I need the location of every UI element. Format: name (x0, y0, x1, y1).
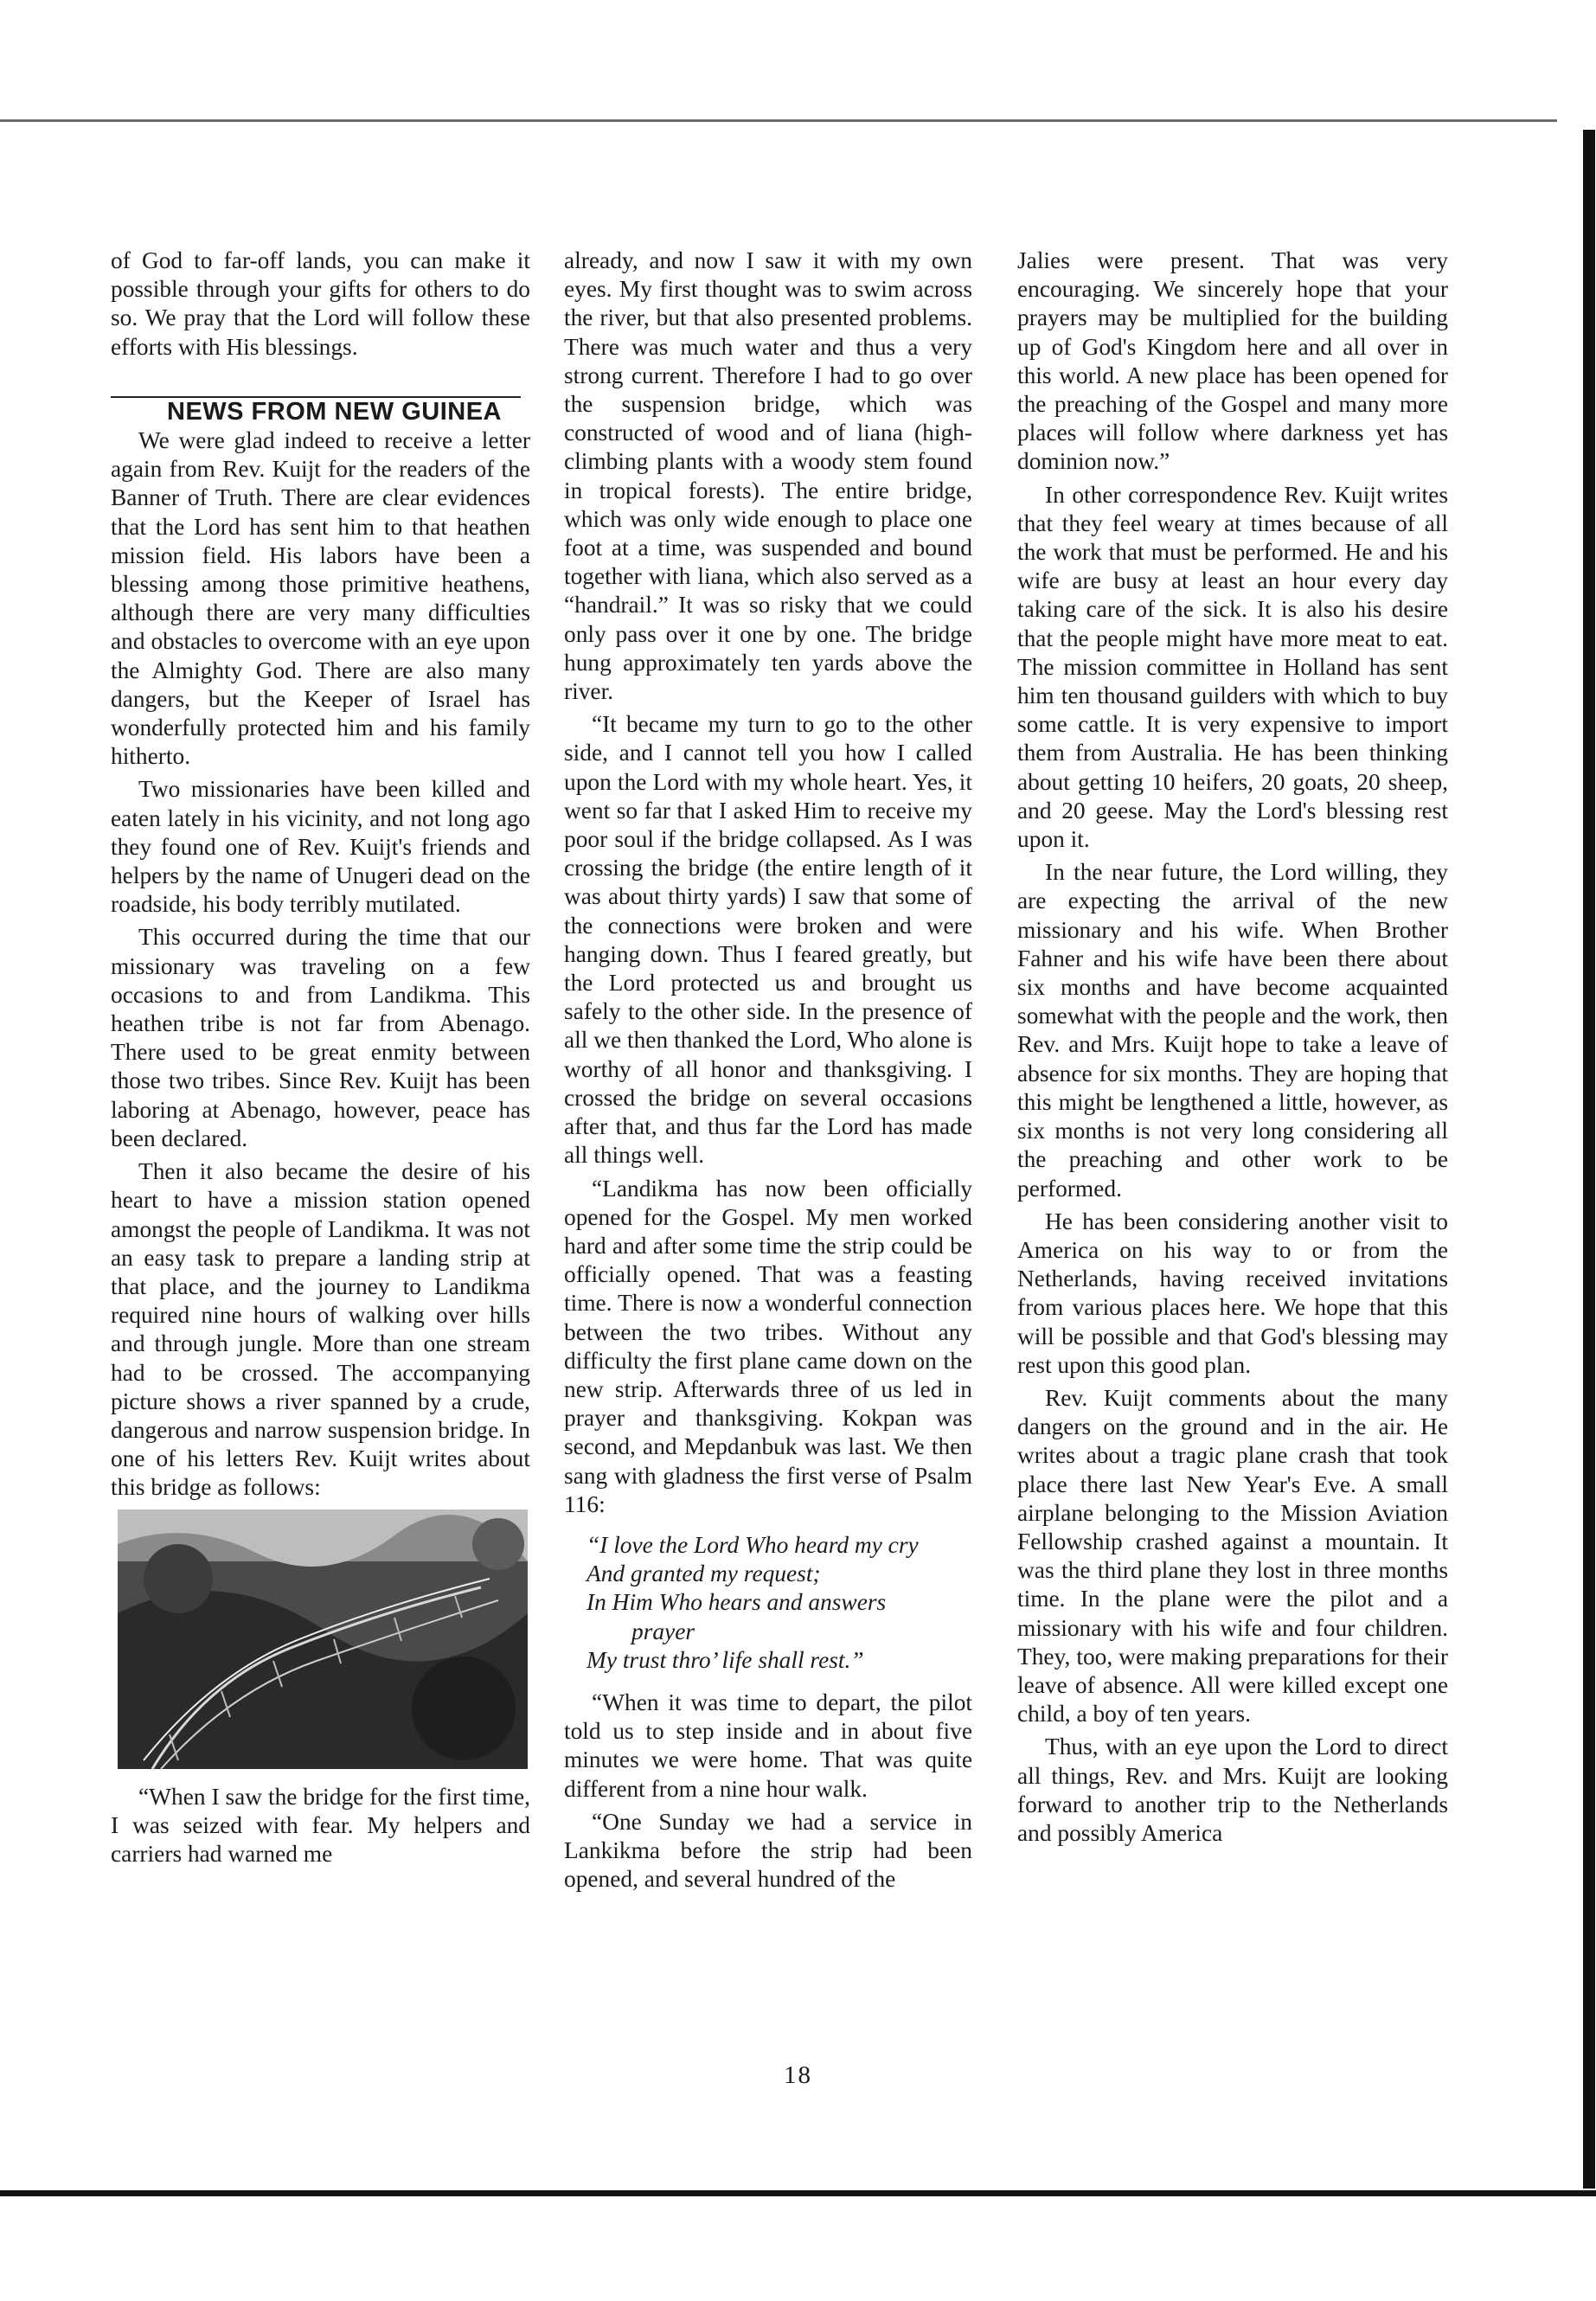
page-number: 18 (784, 2061, 812, 2089)
paragraph: Jalies were present. That was very encouraging. We sincerely hope that your prayers may be multiplied for the building up of God's Kingdom here and all over in this world. A new place has been opened for the preaching of the Gospel and many more places will follow where darkness yet has dominion now.” (1017, 247, 1448, 475)
paragraph: already, and now I saw it with my own eyes. My first thought was to swim across the river, but that also presented problems. There was much water and thus a very strong current. Therefore I had to go over the suspension bridge, which was constructed of wood and of liana (high-climbing plants with a woody stem found in tropical forests). The entire bridge, which was only wide enough to place one foot at a time, was suspended and bound together with liana, which also served as a “handrail.” It was so risky that we could only pass over it one by one. The bridge hung approximately ten yards above the river. (564, 247, 972, 705)
paragraph: Thus, with an eye upon the Lord to direct all things, Rev. and Mrs. Kuijt are looking forward to another trip to the Netherlands and possibly America (1017, 1734, 1448, 1846)
paragraph: “When I saw the bridge for the first time, I was seized with fear. My helpers and carriers had warned me (111, 1783, 530, 1867)
paragraph: “One Sunday we had a service in Lankikma before the strip had been opened, and several hundred of the (564, 1808, 972, 1893)
psalm-line: My trust thro’ life shall rest.” (586, 1646, 864, 1673)
paragraph: “It became my turn to go to the other side, and I cannot tell you how I called upon the Lord with my whole heart. Yes, it went so far that I asked Him to receive my poor soul if the bridge collapsed. As I was crossing the bridge (the entire length of it was about thirty yards) I saw that some of the connections were broken and were hanging down. Thus I feared greatly, but the Lord protected us and brought us safely to the other side. In the presence of all we then thanked the Lord, Who alone is worthy of all honor and thanksgiving. I crossed the bridge on several occasions after that, and thus far the Lord has made all things well. (564, 711, 972, 1169)
article-headline: NEWS FROM NEW GUINEA (167, 397, 502, 426)
column-2 (564, 247, 972, 1894)
photo-icon (118, 1509, 528, 1769)
psalm-line: prayer (631, 1618, 695, 1644)
psalm-line: And granted my request; (586, 1561, 821, 1587)
paragraph: In the near future, the Lord willing, they are expecting the arrival of the new missionary and his wife. When Brother Fahner and his wife have been there about six months and have become acquainted somewhat with the people and the work, then Rev. and Mrs. Kuijt hope to take a leave of absence for six months. They are hoping that this might be lengthened a little, however, as six months is not very long considering all the preaching and other work to be performed. (1017, 859, 1448, 1202)
paragraph: Two missionaries have been killed and eaten lately in his vicinity, and not long ago they found one of Rev. Kuijt's friends and helpers by the name of Unugeri dead on the roadside, his body terribly mutilated. (111, 776, 530, 918)
paragraph: “When it was time to depart, the pilot told us to step inside and in about five minutes we were home. That was quite different from a nine hour walk. (564, 1689, 972, 1802)
bridge-photo (118, 1509, 528, 1769)
psalm-line: “I love the Lord Who heard my cry (586, 1531, 919, 1558)
column-3 (1017, 247, 1448, 1848)
paragraph: He has been considering another visit to America on his way to or from the Netherlands, having received invitations from various places here. We hope that this will be possible and that God's blessing may rest upon this good plan. (1017, 1208, 1448, 1378)
psalm-line: In Him Who hears and answers (586, 1589, 887, 1616)
paragraph: Rev. Kuijt comments about the many dangers on the ground and in the air. He writes about a tragic plane crash that took place there last New Year's Eve. A small airplane belonging to the Mission Aviation Fellowship crashed against a mountain. It was the third plane they lost in three months time. In the plane were the pilot and a missionary with his wife and four children. They, too, were making preparations for their leave of absence. All were killed except one child, a boy of ten years. (1017, 1384, 1448, 1727)
psalm-verse (564, 1531, 972, 1675)
paragraph: “Landikma has now been officially opened for the Gospel. My men worked hard and after some time the strip could be officially opened. That was a feasting time. There is now a wonderful connection between the two tribes. Without any difficulty the first plane came down on the new strip. Afterwards three of us led in prayer and thanksgiving. Kokpan was second, and Mepdanbuk was last. We then sang with gladness the first verse of Psalm 116: (564, 1175, 972, 1517)
paragraph: In other correspondence Rev. Kuijt writes that they feel weary at times because of all the work that must be performed. He and his wife are busy at least an hour every day taking care of the sick. It is also his desire that the people might have more meat to eat. The mission committee in Holland has sent him ten thousand guilders with which to buy some cattle. It is very expensive to import them from Australia. He has been thinking about getting 10 heifers, 20 goats, 20 sheep, and 20 geese. May the Lord's blessing rest upon it. (1017, 481, 1448, 853)
column-1 (111, 247, 530, 1868)
paragraph: Then it also became the desire of his heart to have a mission station opened amongst the people of Landikma. It was not an easy task to prepare a landing strip at that place, and the journey to Landikma required nine hours of walking over hills and through jungle. More than one stream had to be crossed. The accompanying picture shows a river spanned by a crude, dangerous and narrow suspension bridge. In one of his letters Rev. Kuijt writes about this bridge as follows: (111, 1158, 530, 1501)
paragraph: This occurred during the time that our missionary was traveling on a few occasions to and from Landikma. This heathen tribe is not far from Abenago. There used to be great enmity between those two tribes. Since Rev. Kuijt has been laboring at Abenago, however, peace has been declared. (111, 924, 530, 1151)
paragraph-intro: of God to far-off lands, you can make it possible through your gifts for others to do so. We pray that the Lord will follow these efforts with His blessings. (111, 247, 530, 360)
paragraph: We were glad indeed to receive a letter again from Rev. Kuijt for the readers of the Banner of Truth. There are clear evidences that the Lord has sent him to that heathen mission field. His labors have been a blessing among those primitive heathens, although there are very many difficulties and obstacles to overcome with an eye upon the Almighty God. There are also many dangers, but the Keeper of Israel has wonderfully protected him and his family hitherto. (111, 427, 530, 770)
